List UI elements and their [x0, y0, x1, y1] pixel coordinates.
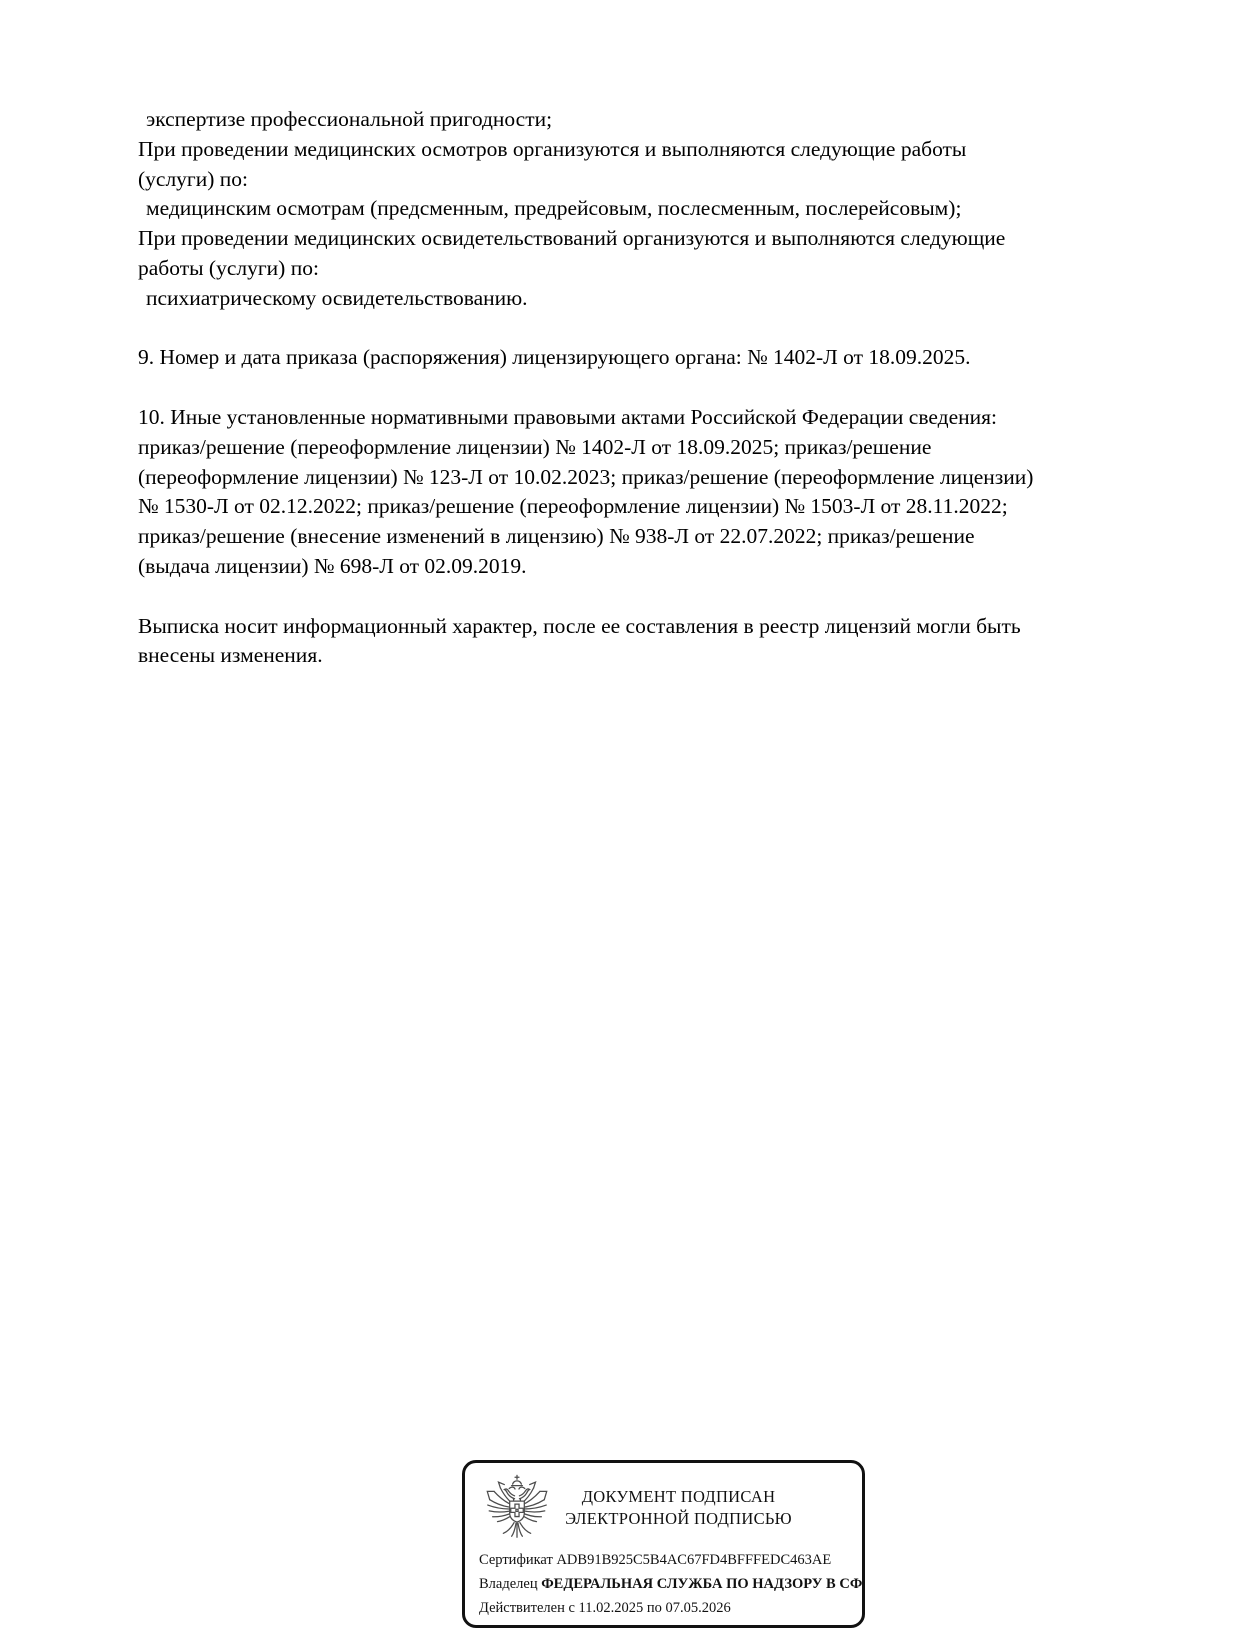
validity-line: Действителен с 11.02.2025 по 07.05.2026: [479, 1600, 731, 1616]
electronic-signature-stamp: [462, 1460, 865, 1628]
signature-stamp-title-line1: ДОКУМЕНТ ПОДПИСАН: [581, 1487, 776, 1506]
certificate-line: [479, 1548, 862, 1572]
body-line-blank: [138, 582, 1198, 612]
body-line: (переоформление лицензии) № 123-Л от 10.02.2023; приказ/решение (переоформление лицензии): [138, 464, 1034, 489]
body-line: (услуги) по:: [138, 166, 249, 191]
signature-stamp-title: [555, 1486, 802, 1529]
body-line: 10. Иные установленные нормативными правовыми актами Российской Федерации сведения:: [138, 404, 997, 429]
body-line: Выписка носит информационный характер, после ее составления в реестр лицензий могли быть: [138, 613, 1021, 638]
body-line: психиатрическому освидетельствованию.: [146, 285, 528, 310]
body-line: 9. Номер и дата приказа (распоряжения) лицензирующего органа: № 1402-Л от 18.09.2025.: [138, 345, 971, 370]
body-line: экспертизе профессиональной пригодности;: [146, 107, 553, 131]
body-line: приказ/решение (переоформление лицензии) № 1402-Л от 18.09.2025; приказ/решение: [138, 434, 932, 459]
document-body: [138, 105, 1198, 671]
body-line: При проведении медицинских осмотров организуются и выполняются следующие работы: [138, 136, 967, 161]
signature-stamp-details: [465, 1543, 862, 1620]
body-line: № 1530-Л от 02.12.2022; приказ/решение (переоформление лицензии) № 1503-Л от 28.11.2022;: [138, 494, 1008, 519]
body-line: (выдача лицензии) № 698-Л от 02.09.2019.: [138, 553, 527, 578]
signature-stamp-title-line2: ЭЛЕКТРОННОЙ ПОДПИСЬЮ: [565, 1508, 792, 1528]
roszdravnadzor-eagle-emblem-icon: [479, 1474, 555, 1541]
body-line: внесены изменения.: [138, 643, 323, 668]
body-line: работы (услуги) по:: [138, 255, 319, 280]
owner-line: [479, 1572, 862, 1596]
body-line: приказ/решение (внесение изменений в лицензию) № 938-Л от 22.07.2022; приказ/решение: [138, 524, 975, 549]
owner-value: ФЕДЕРАЛЬНАЯ СЛУЖБА ПО НАДЗОРУ В СФ: [541, 1576, 862, 1592]
certificate-value: ADB91B925C5B4AC67FD4BFFFEDC463AE: [556, 1552, 832, 1568]
owner-label: Владелец: [479, 1576, 538, 1592]
certificate-label: Сертификат: [479, 1552, 553, 1568]
body-line-blank: [138, 314, 1198, 344]
body-line-blank: [138, 373, 1198, 403]
body-line: При проведении медицинских освидетельствований организуются и выполняются следующие: [138, 226, 1006, 251]
body-line: медицинским осмотрам (предсменным, предрейсовым, послесменным, послерейсовым);: [146, 196, 962, 221]
signature-stamp-header: [465, 1463, 862, 1543]
